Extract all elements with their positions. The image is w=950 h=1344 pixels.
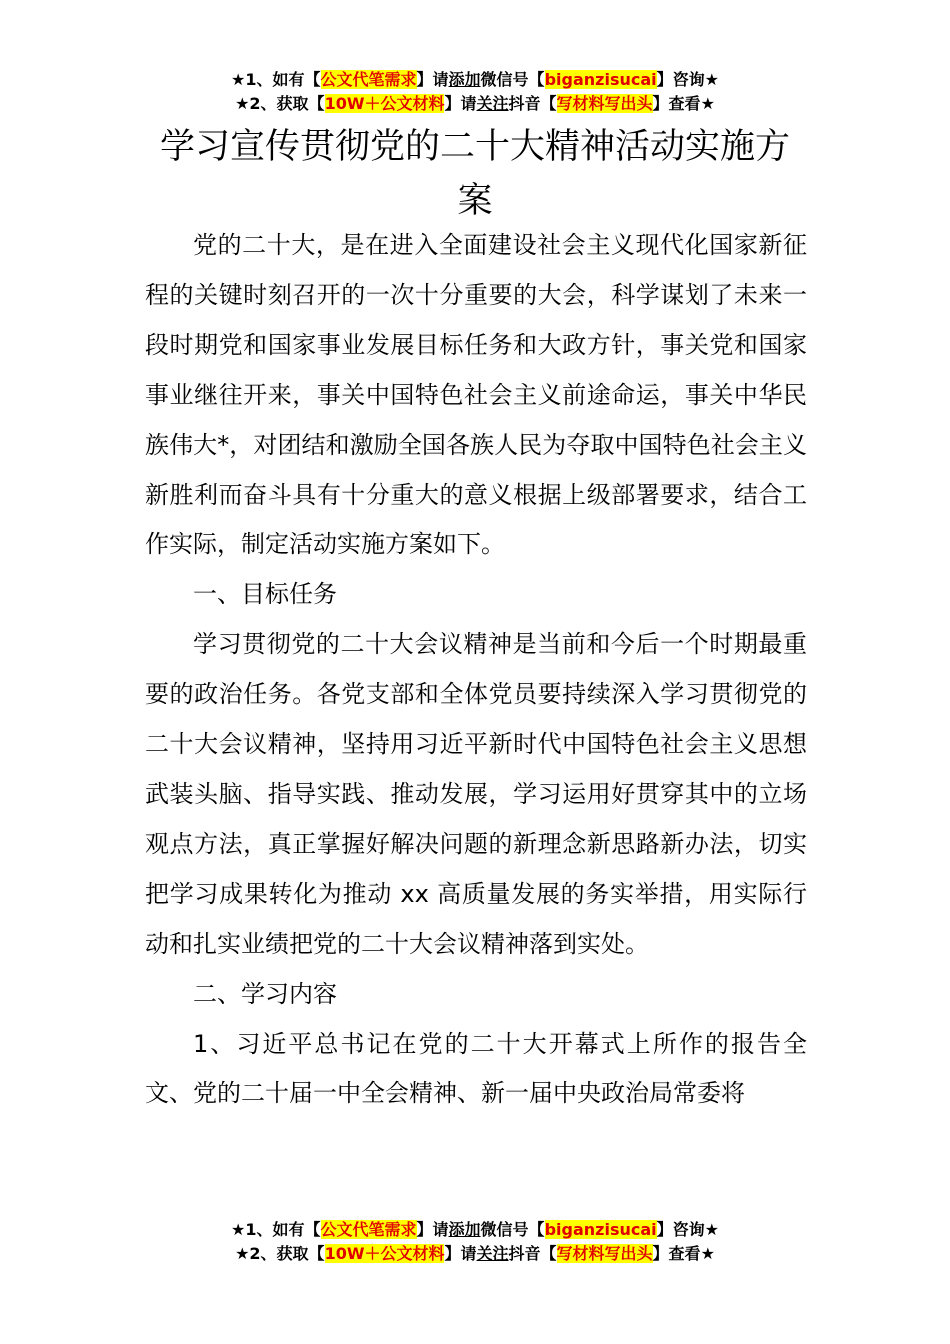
star-icon: ★ bbox=[700, 94, 715, 113]
underline-add: 添加 bbox=[448, 1220, 481, 1239]
highlight-douyin: 写材料写出头 bbox=[556, 1244, 653, 1263]
banner-text: 】咨询 bbox=[656, 70, 705, 89]
banner-line-1 bbox=[0, 1218, 950, 1242]
highlight-douyin: 写材料写出头 bbox=[556, 94, 653, 113]
banner-text: 】请 bbox=[444, 94, 477, 113]
highlight-wechat-id: biganzisucai bbox=[544, 1220, 657, 1239]
header-banner bbox=[0, 68, 950, 116]
banner-text: 微信号【 bbox=[480, 1220, 545, 1239]
banner-text: 抖音【 bbox=[508, 94, 557, 113]
highlight-wechat-id: biganzisucai bbox=[544, 70, 657, 89]
paragraph-goals: 学习贯彻党的二十大会议精神是当前和今后一个时期最重要的政治任务。各党支部和全体党员要持续深入学习贯彻党的二十大会议精神，坚持用习近平新时代中国特色社会主义思想武装头脑、指导实践、推动发展，学习运用好贯穿其中的立场观点方法，真正掌握好解决问题的新理念新思路新办法，切实把学习成果转化为推动 xx 高质量发展的务实举措，用实际行动和扎实业绩把党的二十大会议精神落到实处。 bbox=[145, 630, 807, 958]
underline-follow: 关注 bbox=[476, 94, 509, 113]
underline-add: 添加 bbox=[448, 70, 481, 89]
highlight-materials: 10W＋公文材料 bbox=[324, 1244, 445, 1263]
underline-follow: 关注 bbox=[476, 1244, 509, 1263]
banner-text: 】咨询 bbox=[656, 1220, 705, 1239]
banner-text: 2、获取【 bbox=[249, 1244, 325, 1263]
banner-text: 】请 bbox=[416, 70, 449, 89]
star-icon: ★ bbox=[231, 1220, 246, 1239]
banner-line-2 bbox=[0, 92, 950, 116]
banner-text: 】查看 bbox=[652, 1244, 701, 1263]
banner-text: 微信号【 bbox=[480, 70, 545, 89]
paragraph-intro: 党的二十大，是在进入全面建设社会主义现代化国家新征程的关键时刻召开的一次十分重要的大会，科学谋划了未来一段时期党和国家事业发展目标任务和大政方针，事关党和国家事业继往开来，事关中国特色社会主义前途命运，事关中华民族伟大*，对团结和激励全国各族人民为夺取中国特色社会主义新胜利而奋斗具有十分重大的意义根据上级部署要求，结合工作实际，制定活动实施方案如下。 bbox=[145, 231, 807, 559]
banner-text: 1、如有【 bbox=[245, 1220, 321, 1239]
highlight-service: 公文代笔需求 bbox=[320, 1220, 417, 1239]
section-heading-content: 二、学习内容 bbox=[193, 979, 337, 1008]
paragraph-content-1: 1、习近平总书记在党的二十大开幕式上所作的报告全文、党的二十届一中全会精神、新一届中央政治局常委将 bbox=[145, 1029, 807, 1108]
highlight-service: 公文代笔需求 bbox=[320, 70, 417, 89]
banner-line-2 bbox=[0, 1242, 950, 1266]
banner-text: 抖音【 bbox=[508, 1244, 557, 1263]
star-icon: ★ bbox=[704, 70, 719, 89]
banner-text: 2、获取【 bbox=[249, 94, 325, 113]
footer-banner bbox=[0, 1218, 950, 1266]
banner-text: 1、如有【 bbox=[245, 70, 321, 89]
banner-text: 】请 bbox=[444, 1244, 477, 1263]
star-icon: ★ bbox=[704, 1220, 719, 1239]
document-body bbox=[145, 221, 807, 1119]
banner-text: 】请 bbox=[416, 1220, 449, 1239]
section-heading-goals: 一、目标任务 bbox=[193, 580, 337, 609]
star-icon: ★ bbox=[235, 1244, 250, 1263]
highlight-materials: 10W＋公文材料 bbox=[324, 94, 445, 113]
banner-text: 】查看 bbox=[652, 94, 701, 113]
star-icon: ★ bbox=[235, 94, 250, 113]
document-title: 学习宣传贯彻党的二十大精神活动实施方案 bbox=[159, 127, 790, 221]
banner-line-1 bbox=[0, 68, 950, 92]
star-icon: ★ bbox=[231, 70, 246, 89]
star-icon: ★ bbox=[700, 1244, 715, 1263]
